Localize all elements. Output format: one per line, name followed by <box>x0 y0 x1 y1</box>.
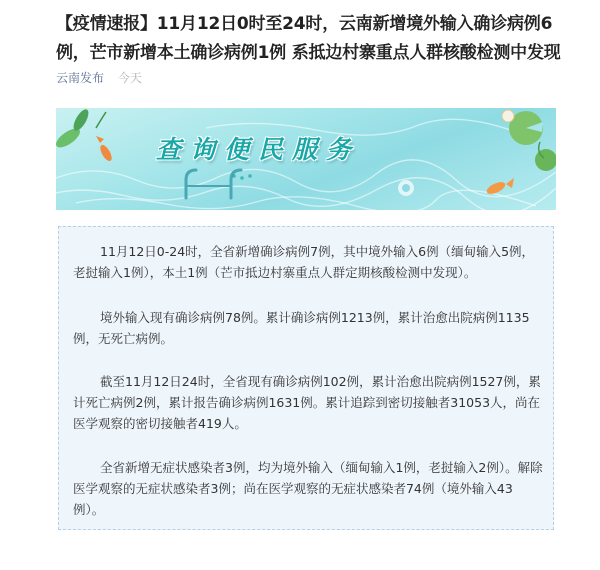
publish-date: 今天 <box>117 71 142 85</box>
fish-icon-left <box>96 136 114 163</box>
article-meta <box>56 70 142 86</box>
banner-title: 查询便民服务 <box>156 135 361 164</box>
article-title: 【疫情速报】11月12日0时至24时，云南新增境外输入确诊病例6例，芒市新增本土确诊病例1例 系抵边村寨重点人群核酸检测中发现 <box>56 14 561 63</box>
notice-paragraph: 11月12日0-24时，全省新增确诊病例7例，其中境外输入6例（缅甸输入5例，老挝输入1例），本土1例（芒市抵边村寨重点人群定期核酸检测中发现）。 <box>73 244 535 280</box>
float-ring-icon <box>398 180 414 196</box>
lily-pad-icon <box>502 110 556 171</box>
notice-paragraph: 截至11月12日24时，全省现有确诊病例102例，累计治愈出院病例1527例，累计死亡病例2例，累计报告确诊病例1631例。累计追踪到密切接触者31053人，尚在医学观察的密切接触者419人。 <box>73 374 541 431</box>
fish-icon-right <box>485 178 514 196</box>
notice-paragraph: 全省新增无症状感染者3例，均为境外输入（缅甸输入1例，老挝输入2例）。解除医学观察的无症状感染者3例；尚在医学观察的无症状感染者74例（境外输入43例）。 <box>73 460 543 517</box>
ladder-icon <box>186 170 241 198</box>
notice-box <box>58 226 554 530</box>
leaf-left-icon <box>56 108 106 151</box>
notice-paragraph: 境外输入现有确诊病例78例。累计确诊病例1213例，累计治愈出院病例1135例，无死亡病例。 <box>73 310 530 346</box>
source-link[interactable]: 云南发布 <box>56 71 105 85</box>
banner-image[interactable] <box>56 108 556 210</box>
